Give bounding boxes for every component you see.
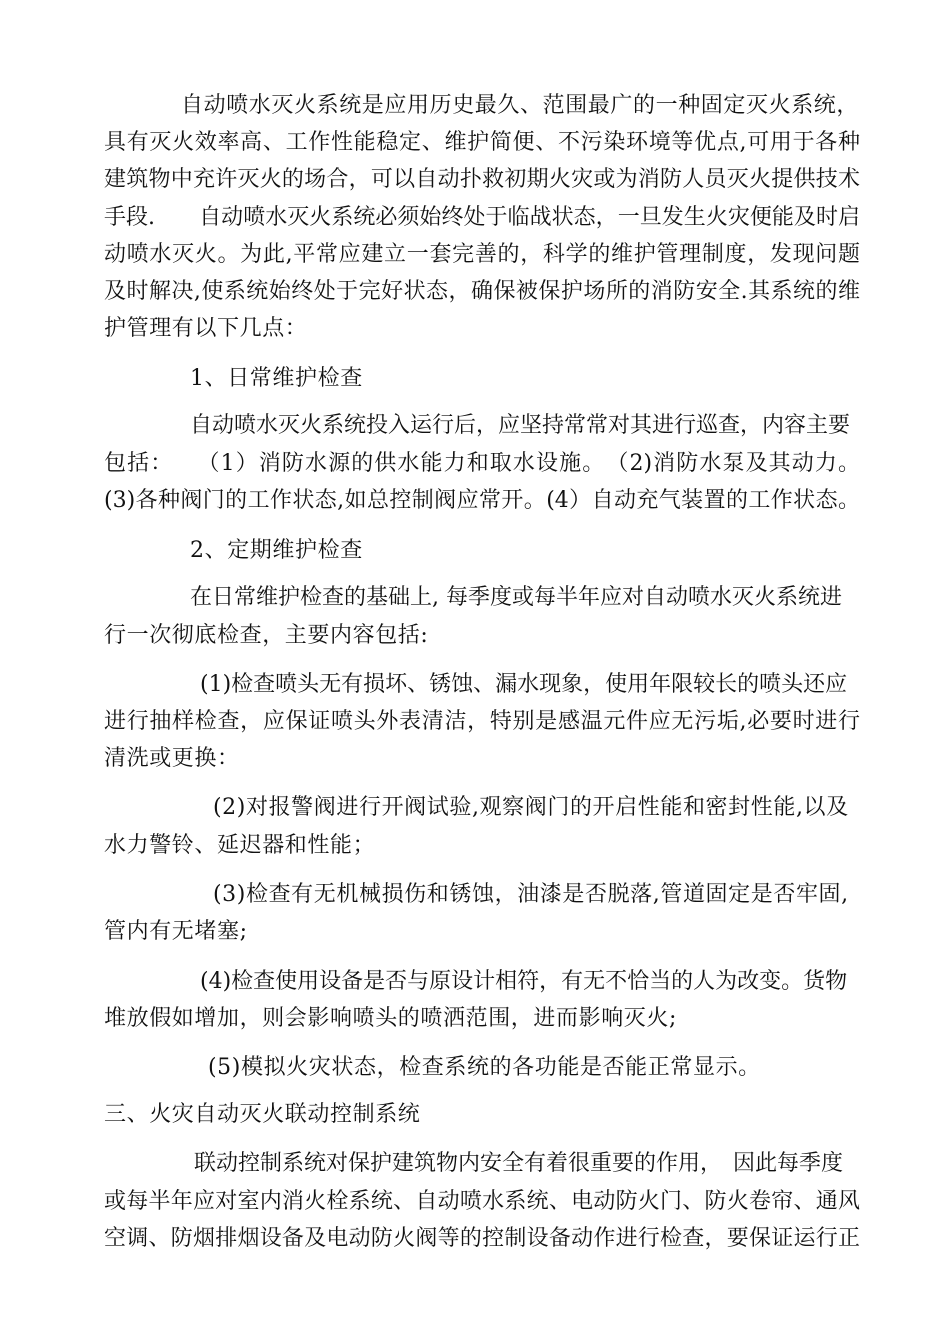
text-line: 或每半年应对室内消火栓系统、自动喷水系统、电动防火门、防火卷帘、通风 [104,1189,860,1214]
text-line: (2)对报警阀进行开阀试验,观察阀门的开启性能和密封性能,以及 [213,795,849,820]
text-line: (5)模拟火灾状态，检查系统的各功能是否能正常显示。 [208,1055,761,1080]
text-line: 在日常维护检查的基础上, 每季度或每半年应对自动喷水灭火系统进 [190,585,842,610]
text-line: (4)检查使用设备是否与原设计相符，有无不恰当的人为改变。货物 [200,969,848,994]
text-line: (3)各种阀门的工作状态,如总控制阀应常开。(4）自动充气装置的工作状态。 [104,488,860,513]
text-line: 及时解决,使系统始终处于完好状态，确保被保护场所的消防安全.其系统的维 [104,279,860,304]
text-line: 自动喷水灭火系统是应用历史最久、范围最广的一种固定灭火系统， [181,93,860,118]
text-line: (3)检查有无机械损伤和锈蚀，油漆是否脱落,管道固定是否牢固, [213,882,849,907]
text-line: 水力警铃、延迟器和性能； [104,833,376,858]
text-line: 护管理有以下几点： [104,316,308,341]
section-heading: 三、火灾自动灭火联动控制系统 [104,1102,421,1127]
text-line: 包括： （1）消防水源的供水能力和取水设施。 （2)消防水泵及其动力。 [104,451,860,476]
text-line: 联动控制系统对保护建筑物内安全有着很重要的作用， 因此每季度 [194,1151,844,1176]
text-line: 堆放假如增加，则会影响喷头的喷洒范围，进而影响灭火; [104,1006,678,1031]
section-heading: 1、日常维护检查 [190,366,363,391]
text-line: 手段. 自动喷水灭火系统必须始终处于临战状态，一旦发生火灾便能及时启 [104,205,860,230]
text-line: 具有灭火效率高、工作性能稳定、维护简便、不污染环境等优点,可用于各种 [104,130,860,155]
text-line: 行一次彻底检查，主要内容包括: [104,623,429,648]
text-line: 管内有无堵塞; [104,919,248,944]
text-line: (1)检查喷头无有损坏、锈蚀、漏水现象，使用年限较长的喷头还应 [200,672,848,697]
text-line: 建筑物中充许灭火的场合，可以自动扑救初期火灾或为消防人员灭火提供技术 [104,167,860,192]
section-heading: 2、定期维护检查 [190,538,363,563]
text-line: 清洗或更换： [104,746,240,771]
text-line: 空调、防烟排烟设备及电动防火阀等的控制设备动作进行检查，要保证运行正 [104,1226,860,1251]
text-line: 进行抽样检查，应保证喷头外表清洁，特别是感温元件应无污垢,必要时进行 [104,709,860,734]
text-line: 自动喷水灭火系统投入运行后，应坚持常常对其进行巡查，内容主要 [190,413,851,438]
text-line: 动喷水灭火。为此,平常应建立一套完善的，科学的维护管理制度，发现问题 [104,242,860,267]
